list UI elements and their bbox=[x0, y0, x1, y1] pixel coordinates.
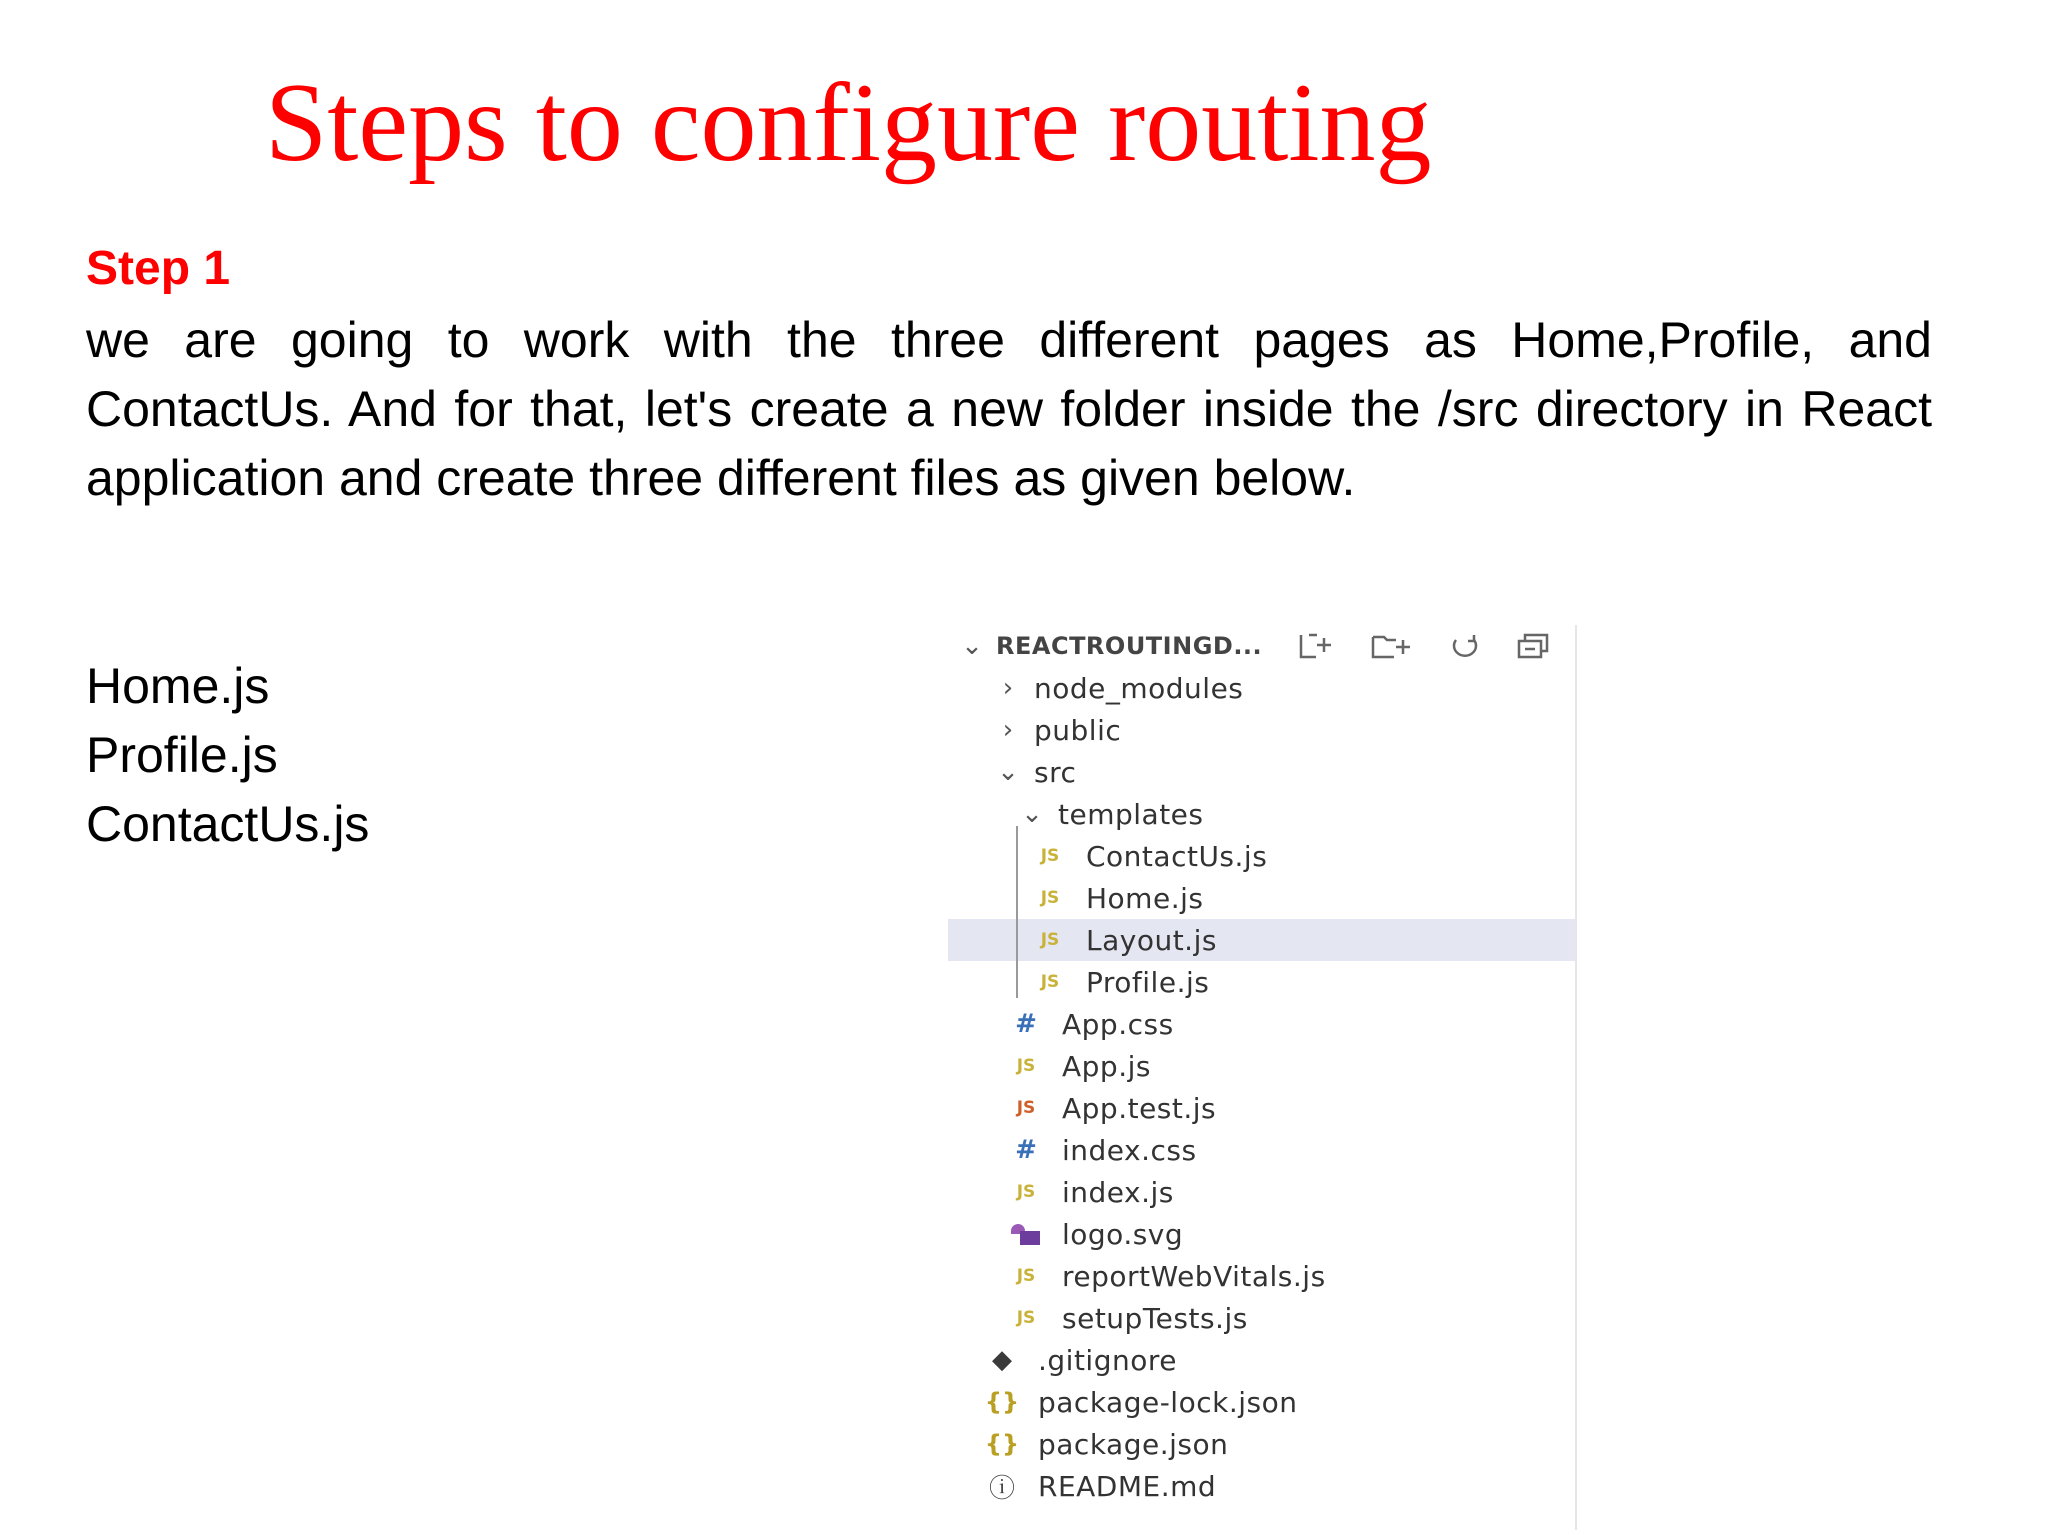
chevron-right-icon: › bbox=[1002, 715, 1014, 745]
tree-item-package-lock-json[interactable] bbox=[948, 1381, 1575, 1423]
tree-item-node-modules[interactable] bbox=[948, 667, 1575, 709]
info-icon: ⓘ bbox=[988, 1473, 1015, 1504]
js-file-icon: JS bbox=[1016, 1182, 1036, 1202]
tree-item-label: templates bbox=[1058, 797, 1204, 831]
tree-item-index-js[interactable] bbox=[948, 1171, 1575, 1213]
test-js-file-icon: JS bbox=[1016, 1098, 1036, 1118]
tree-item-label: Profile.js bbox=[1086, 965, 1210, 999]
tree-item-logo-svg[interactable] bbox=[948, 1213, 1575, 1255]
tree-item-package-json[interactable] bbox=[948, 1423, 1575, 1465]
tree-item-app-test-js[interactable] bbox=[948, 1087, 1575, 1129]
chevron-down-icon: ⌄ bbox=[1021, 799, 1043, 829]
tree-item-label: .gitignore bbox=[1038, 1343, 1177, 1377]
svg-file-icon bbox=[1008, 1222, 1044, 1246]
tree-item-profile-js[interactable] bbox=[948, 961, 1575, 1003]
js-file-icon: JS bbox=[1040, 930, 1060, 950]
new-folder-icon[interactable] bbox=[1370, 632, 1414, 660]
slide-title: Steps to configure routing bbox=[265, 61, 1432, 185]
tree-item-templates[interactable] bbox=[948, 793, 1575, 835]
tree-item-label: App.test.js bbox=[1062, 1091, 1217, 1125]
file-list-item: Profile.js bbox=[86, 727, 278, 783]
tree-item-setuptests-js[interactable] bbox=[948, 1297, 1575, 1339]
explorer-project-title: REACTROUTINGD... bbox=[996, 632, 1263, 660]
step-heading: Step 1 bbox=[86, 242, 231, 295]
tree-item-gitignore[interactable] bbox=[948, 1339, 1575, 1381]
step-description: we are going to work with the three different pages as Home,Profile, and ContactUs. And for that, let's create a new folder inside the /src directory in React application and create three different files as given below. bbox=[86, 312, 1932, 506]
tree-item-label: public bbox=[1034, 713, 1122, 747]
tree-item-label: index.css bbox=[1062, 1133, 1197, 1167]
new-file-icon[interactable] bbox=[1298, 632, 1336, 660]
tree-item-label: App.js bbox=[1062, 1049, 1151, 1083]
js-file-icon: JS bbox=[1040, 972, 1060, 992]
json-braces-icon: {} bbox=[984, 1430, 1020, 1458]
tree-item-reportwebvitals-js[interactable] bbox=[948, 1255, 1575, 1297]
tree-item-home-js[interactable] bbox=[948, 877, 1575, 919]
tree-item-layout-js[interactable] bbox=[948, 919, 1575, 961]
file-list-item: ContactUs.js bbox=[86, 796, 370, 852]
tree-item-label: package.json bbox=[1038, 1427, 1229, 1461]
tree-item-label: Home.js bbox=[1086, 881, 1204, 915]
js-file-icon: JS bbox=[1040, 846, 1060, 866]
tree-item-label: setupTests.js bbox=[1062, 1301, 1248, 1335]
chevron-right-icon: › bbox=[1002, 673, 1014, 703]
tree-item-label: reportWebVitals.js bbox=[1062, 1259, 1326, 1293]
tree-item-index-css[interactable] bbox=[948, 1129, 1575, 1171]
tree-indent-guide bbox=[1016, 826, 1018, 998]
chevron-down-icon: ⌄ bbox=[997, 757, 1019, 787]
tree-item-label: node_modules bbox=[1034, 671, 1244, 705]
tree-item-app-js[interactable] bbox=[948, 1045, 1575, 1087]
file-explorer-panel bbox=[948, 625, 1577, 1530]
js-file-icon: JS bbox=[1040, 888, 1060, 908]
js-file-icon: JS bbox=[1016, 1266, 1036, 1286]
tree-item-label: src bbox=[1034, 755, 1077, 789]
tree-item-app-css[interactable] bbox=[948, 1003, 1575, 1045]
css-file-icon: # bbox=[1015, 1009, 1037, 1039]
git-diamond-icon: ◆ bbox=[992, 1345, 1012, 1375]
js-file-icon: JS bbox=[1016, 1308, 1036, 1328]
tree-item-label: README.md bbox=[1038, 1469, 1217, 1503]
file-list bbox=[86, 652, 369, 859]
refresh-icon[interactable] bbox=[1448, 632, 1482, 660]
tree-item-label: Layout.js bbox=[1086, 923, 1217, 957]
collapse-all-icon[interactable] bbox=[1516, 632, 1552, 660]
js-file-icon: JS bbox=[1016, 1056, 1036, 1076]
tree-item-contactus-js[interactable] bbox=[948, 835, 1575, 877]
tree-item-public[interactable] bbox=[948, 709, 1575, 751]
file-list-item: Home.js bbox=[86, 658, 270, 714]
explorer-toolbar bbox=[1298, 625, 1552, 667]
tree-item-label: App.css bbox=[1062, 1007, 1174, 1041]
tree-item-label: logo.svg bbox=[1062, 1217, 1184, 1251]
chevron-down-icon[interactable]: ⌄ bbox=[961, 631, 983, 661]
css-file-icon: # bbox=[1015, 1135, 1037, 1165]
tree-item-label: package-lock.json bbox=[1038, 1385, 1298, 1419]
tree-item-src[interactable] bbox=[948, 751, 1575, 793]
tree-item-label: index.js bbox=[1062, 1175, 1174, 1209]
tree-item-label: ContactUs.js bbox=[1086, 839, 1268, 873]
json-braces-icon: {} bbox=[984, 1388, 1020, 1416]
tree-item-readme-md[interactable] bbox=[948, 1465, 1575, 1507]
